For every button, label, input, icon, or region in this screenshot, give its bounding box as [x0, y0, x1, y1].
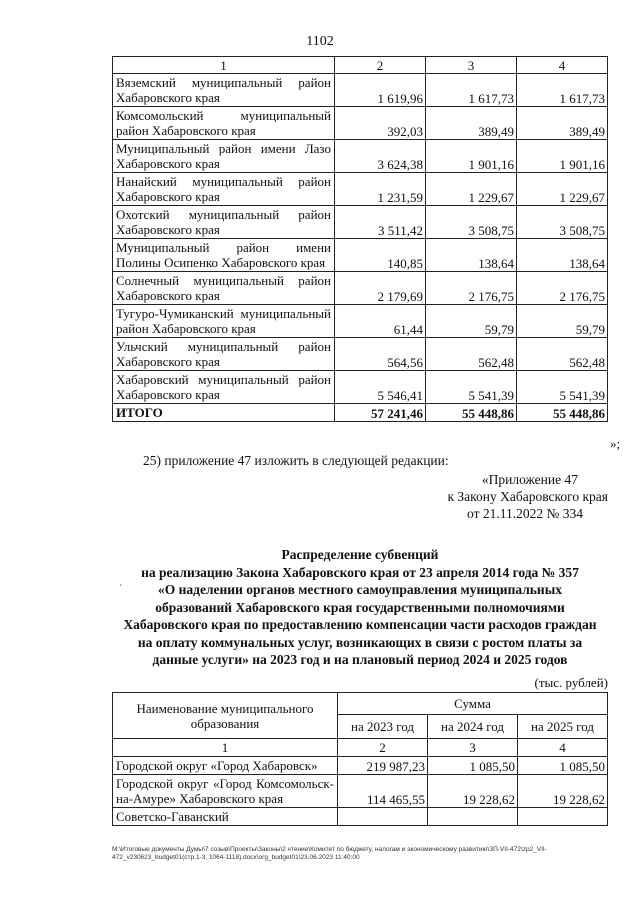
municipality-name-cell: Городской округ «Город Комсомольск-на-Амуре» Хабаровского края: [113, 775, 338, 808]
amount-cell: [518, 808, 608, 826]
heading-line: данные услуги» на 2023 год и на плановый период 2024 и 2025 годов: [152, 652, 568, 667]
amount-cell: 1 617,73: [426, 74, 517, 107]
table-header-row: [113, 57, 608, 74]
municipality-name-cell: Советско-Гаванский: [113, 808, 338, 826]
table-header-row: [113, 693, 608, 715]
amount-cell: 219 987,23: [338, 757, 428, 775]
table-row: [113, 74, 608, 107]
amount-cell: 3 508,75: [426, 206, 517, 239]
amount-cell: 562,48: [426, 338, 517, 371]
table-row: [113, 107, 608, 140]
amendment-instruction: 25) приложение 47 изложить в следующей редакции:: [143, 453, 449, 468]
appendix-line: от 21.11.2022 № 334: [467, 506, 583, 521]
heading-line: образований Хабаровского края государственными полномочиями: [155, 599, 565, 615]
total-row: [113, 404, 608, 422]
header-cell: 4: [517, 57, 608, 74]
index-cell: 3: [428, 739, 518, 757]
amount-cell: 61,44: [335, 305, 426, 338]
amount-cell: 392,03: [335, 107, 426, 140]
column-header-year: на 2024 год: [428, 715, 518, 739]
amount-cell: 19 228,62: [518, 775, 608, 808]
amount-cell: 59,79: [517, 305, 608, 338]
page-number: 1102: [306, 34, 334, 49]
amount-cell: 3 624,38: [335, 140, 426, 173]
heading-line: «О наделении органов местного самоуправления муниципальных: [157, 582, 563, 597]
document-heading: [112, 546, 608, 669]
amount-cell: 5 541,39: [517, 371, 608, 404]
amount-cell: 1 901,16: [517, 140, 608, 173]
file-path-footer: M:\Итоговые документы Думы\7 созыв\Проекты\Законы\2 чтение\Комитет по бюджету, налогам и экономическому развитию\ЗП-VII-472\zp2_VII-472_v230623_budget01(стр.1-3, 1064-1118).docx\org_budget01\23.06.2023 11:40:00: [112, 846, 547, 861]
index-cell: 2: [338, 739, 428, 757]
amount-cell: 5 541,39: [426, 371, 517, 404]
table-row: [113, 173, 608, 206]
subvention-table: [112, 692, 608, 826]
heading-line: на оплату коммунальных услуг, возникающих в связи с ростом платы за: [137, 634, 583, 650]
amount-cell: [428, 808, 518, 826]
table-row: [113, 206, 608, 239]
table-row: [113, 140, 608, 173]
appendix-reference: [447, 471, 608, 522]
amount-cell: 19 228,62: [428, 775, 518, 808]
amount-cell: 1 231,59: [335, 173, 426, 206]
amount-cell: 389,49: [517, 107, 608, 140]
municipality-name-cell: Муниципальный район имени Лазо Хабаровского края: [113, 140, 335, 173]
column-header-name: Наименование муниципального образования: [113, 693, 338, 739]
header-cell: 3: [426, 57, 517, 74]
amount-cell: 1 901,16: [426, 140, 517, 173]
municipality-name-cell: Охотский муниципальный район Хабаровского края: [113, 206, 335, 239]
amount-cell: 2 179,69: [335, 272, 426, 305]
amount-cell: 3 508,75: [517, 206, 608, 239]
amount-cell: 57 241,46: [335, 404, 426, 422]
closing-quote-mark: »;: [610, 436, 621, 451]
amount-cell: 59,79: [426, 305, 517, 338]
distribution-table-continued: [112, 56, 608, 422]
column-header-sum: Сумма: [338, 693, 608, 715]
amount-cell: 1 229,67: [426, 173, 517, 206]
municipality-name-cell: Ульчский муниципальный район Хабаровского края: [113, 338, 335, 371]
table-row: [113, 272, 608, 305]
amount-cell: 2 176,75: [426, 272, 517, 305]
table-row: [113, 775, 608, 808]
municipality-name-cell: Нанайский муниципальный район Хабаровского края: [113, 173, 335, 206]
column-header-year: на 2023 год: [338, 715, 428, 739]
amount-cell: 3 511,42: [335, 206, 426, 239]
municipality-name-cell: Солнечный муниципальный район Хабаровского края: [113, 272, 335, 305]
table-row: [113, 305, 608, 338]
index-cell: 1: [113, 739, 338, 757]
amount-cell: 564,56: [335, 338, 426, 371]
table-row: [113, 808, 608, 826]
amount-cell: 140,85: [335, 239, 426, 272]
amount-cell: 1 617,73: [517, 74, 608, 107]
table-row: [113, 371, 608, 404]
municipality-name-cell: Вяземский муниципальный район Хабаровского края: [113, 74, 335, 107]
amount-cell: 1 619,96: [335, 74, 426, 107]
heading-line: Хабаровского края по предоставлению компенсации части расходов граждан: [123, 617, 597, 632]
heading-line: на реализацию Закона Хабаровского края от 23 апреля 2014 года № 357: [141, 564, 579, 580]
units-label: (тыс. рублей): [534, 675, 608, 690]
stray-mark: `: [119, 584, 123, 595]
amount-cell: 1 085,50: [428, 757, 518, 775]
municipality-name-cell: Городской округ «Город Хабаровск»: [113, 757, 338, 775]
municipality-name-cell: ИТОГО: [113, 404, 335, 422]
amount-cell: 138,64: [426, 239, 517, 272]
amount-cell: 55 448,86: [517, 404, 608, 422]
appendix-line: к Закону Хабаровского края: [447, 489, 608, 504]
municipality-name-cell: Хабаровский муниципальный район Хабаровского края: [113, 371, 335, 404]
municipality-name-cell: Муниципальный район имени Полины Осипенко Хабаровского края: [113, 239, 335, 272]
amount-cell: 1 229,67: [517, 173, 608, 206]
index-cell: 4: [518, 739, 608, 757]
column-header-year: на 2025 год: [518, 715, 608, 739]
amount-cell: 5 546,41: [335, 371, 426, 404]
appendix-line: «Приложение 47: [481, 472, 578, 487]
municipality-name-cell: Тугуро-Чумиканский муниципальный район Хабаровского края: [113, 305, 335, 338]
amount-cell: 114 465,55: [338, 775, 428, 808]
amount-cell: 389,49: [426, 107, 517, 140]
heading-line: Распределение субвенций: [281, 547, 439, 562]
amount-cell: 138,64: [517, 239, 608, 272]
amount-cell: 562,48: [517, 338, 608, 371]
header-cell: 1: [113, 57, 335, 74]
amount-cell: 2 176,75: [517, 272, 608, 305]
municipality-name-cell: Комсомольский муниципальный район Хабаровского края: [113, 107, 335, 140]
amount-cell: 55 448,86: [426, 404, 517, 422]
table-row: [113, 239, 608, 272]
amount-cell: [338, 808, 428, 826]
amount-cell: 1 085,50: [518, 757, 608, 775]
table-index-row: [113, 739, 608, 757]
table-row: [113, 757, 608, 775]
table-row: [113, 338, 608, 371]
header-cell: 2: [335, 57, 426, 74]
